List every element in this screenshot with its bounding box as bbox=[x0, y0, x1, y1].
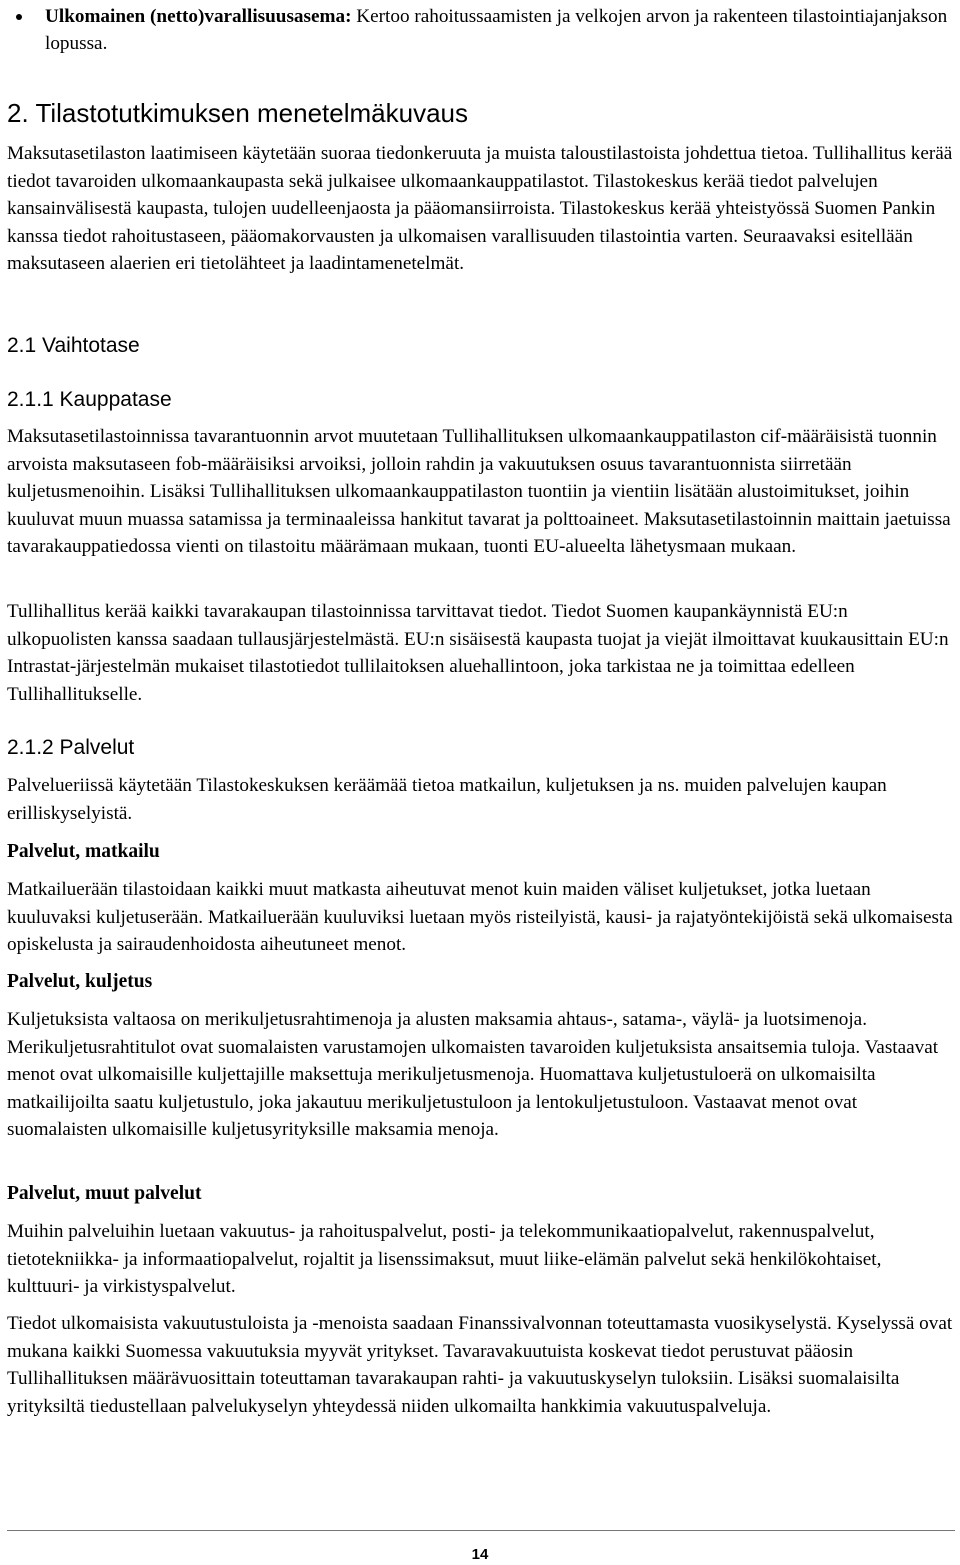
kauppatase-paragraph-2: Tullihallitus kerää kaikki tavarakaupan tilastoinnissa tarvittavat tiedot. Tiedot Suomen kaupankäynnistä EU:n ulkopuolisten kanssa saadaan tullausjärjestelmästä. EU:n sisäisestä kaupasta tuojat ja viejät ilmoittavat kuukausittain EU:n Intrastat-järjestelmän mukaiset tilastotiedot tullilaitoksen aluehallintoon, joka tarkistaa ne ja toimittaa edelleen Tullihallitukselle. bbox=[7, 601, 949, 705]
muut-palvelut-heading: Palvelut, muut palvelut bbox=[7, 1183, 202, 1204]
bullet-icon bbox=[16, 14, 22, 20]
muut-palvelut-paragraph-2: Tiedot ulkomaisista vakuutustuloista ja -menoista saadaan Finanssivalvonnan toteuttamasta vuosikyselystä. Kyselyssä ovat mukana kaikki Suomessa vakuutuksia myyvät yritykset. Tavaravakuutuista koskevat tiedot perustuvat pääosin Tullihallituksen määrävuosittain toteuttaman tavarakaupan rahti- ja vakuutuskyselyn tuloksiin. Lisäksi suomalaisilta yrityksiltä tiedustellaan palvelukyselyn yhteydessä niiden ulkomailta hankkimia vakuutuspalveluja. bbox=[7, 1313, 953, 1417]
page-number: 14 bbox=[471, 1546, 489, 1563]
palvelut-paragraph: Palvelueriissä käytetään Tilastokeskuksen keräämää tietoa matkailun, kuljetuksen ja ns. muiden palvelujen kaupan erilliskyselyistä. bbox=[7, 775, 887, 824]
bullet-item bbox=[7, 3, 952, 57]
matkailu-heading: Palvelut, matkailu bbox=[7, 841, 160, 862]
bullet-text bbox=[45, 3, 952, 57]
kuljetus-heading: Palvelut, kuljetus bbox=[7, 971, 153, 992]
footer-divider bbox=[7, 1530, 955, 1531]
bullet-term: Ulkomainen (netto)varallisuusasema: bbox=[45, 6, 352, 27]
section-heading-2-1: 2.1 Vaihtotase bbox=[7, 334, 140, 357]
section-heading-2-1-1: 2.1.1 Kauppatase bbox=[7, 388, 172, 411]
section-heading-2: 2. Tilastotutkimuksen menetelmäkuvaus bbox=[7, 98, 468, 128]
kuljetus-paragraph: Kuljetuksista valtaosa on merikuljetusrahtimenoja ja alusten maksamia ahtaus-, satama-, väylä- ja luotsimenoja. Merikuljetusrahtitulot ovat suomalaisten varustamojen ulkomaisten tavaroiden kuljetuksista ansaitsemia tuloja. Vastaavat menot ovat ulkomaisille kuljettajille maksettuja merikuljetusmenoja. Huomattava kuljetustuloerä on ulkomaisilta matkailijoilta saatu kuljetustulo, joka jakautuu merikuljetustuloon ja lentokuljetustuloon. Vastaavat menot ovat suomalaisten ulkomaisille kuljetusyrityksille maksamia menoja. bbox=[7, 1009, 939, 1140]
bullet-description: Kertoo rahoitussaamisten ja velkojen arvon ja rakenteen tilastointiajanjakson lopussa. bbox=[45, 6, 948, 54]
kauppatase-paragraph-1: Maksutasetilastoinnissa tavarantuonnin arvot muutetaan Tullihallituksen ulkomaankauppatilaston cif-määräisistä tuonnin arvoista maksutaseen fob-määräisiksi arvoiksi, jolloin rahdin ja vakuutuksen osuus tavarantuonnista siirretään kuljetusmenoihin. Lisäksi Tullihallituksen ulkomaankauppatilaston tuontiin ja vientiin lisätään alustoimitukset, joihin kuuluvat muun muassa satamissa ja terminaaleissa hankitut tavarat ja polttoaineet. Maksutasetilastoinnin maittain jaetuissa tavarakauppatiedossa vienti on tilastoitu määrämaan mukaan, tuonti EU-alueelta lähetysmaan mukaan. bbox=[7, 426, 951, 557]
muut-palvelut-paragraph-1: Muihin palveluihin luetaan vakuutus- ja rahoituspalvelut, posti- ja telekommunikaatiopalvelut, rakennuspalvelut, tietotekniikka- ja informaatiopalvelut, rojaltit ja lisenssimaksut, muut liike-elämän palvelut sekä henkilökohtaiset, kulttuuri- ja virkistyspalvelut. bbox=[7, 1221, 882, 1297]
section-2-paragraph: Maksutasetilaston laatimiseen käytetään suoraa tiedonkeruuta ja muista taloustilastoista johdettua tietoa. Tullihallitus kerää tiedot tavaroiden ulkomaankaupasta sekä julkaisee ulkomaankauppatilastot. Tilastokeskus kerää tiedot palvelujen kansainvälisestä kaupasta, tulojen uudelleenjaosta ja pääomansiirroista. Tilastokeskus kerää yhteistyössä Suomen Pankin kanssa tiedot rahoitustaseen, pääomakorvausten ja ulkomaisen varallisuuden tilastointia varten. Seuraavaksi esitellään maksutaseen alaerien eri tietolähteet ja laadintamenetelmät. bbox=[7, 143, 953, 274]
section-heading-2-1-2: 2.1.2 Palvelut bbox=[7, 736, 135, 759]
matkailu-paragraph: Matkailuerään tilastoidaan kaikki muut matkasta aiheutuvat menot kuin maiden väliset kuljetukset, jotka luetaan kuuluvaksi kuljetuserään. Matkailuerään kuuluviksi luetaan myös risteilyistä, kausi- ja rajatyöntekijöistä sekä ulkomaisesta opiskelusta ja sairaudenhoidosta aiheutuneet menot. bbox=[7, 879, 953, 955]
